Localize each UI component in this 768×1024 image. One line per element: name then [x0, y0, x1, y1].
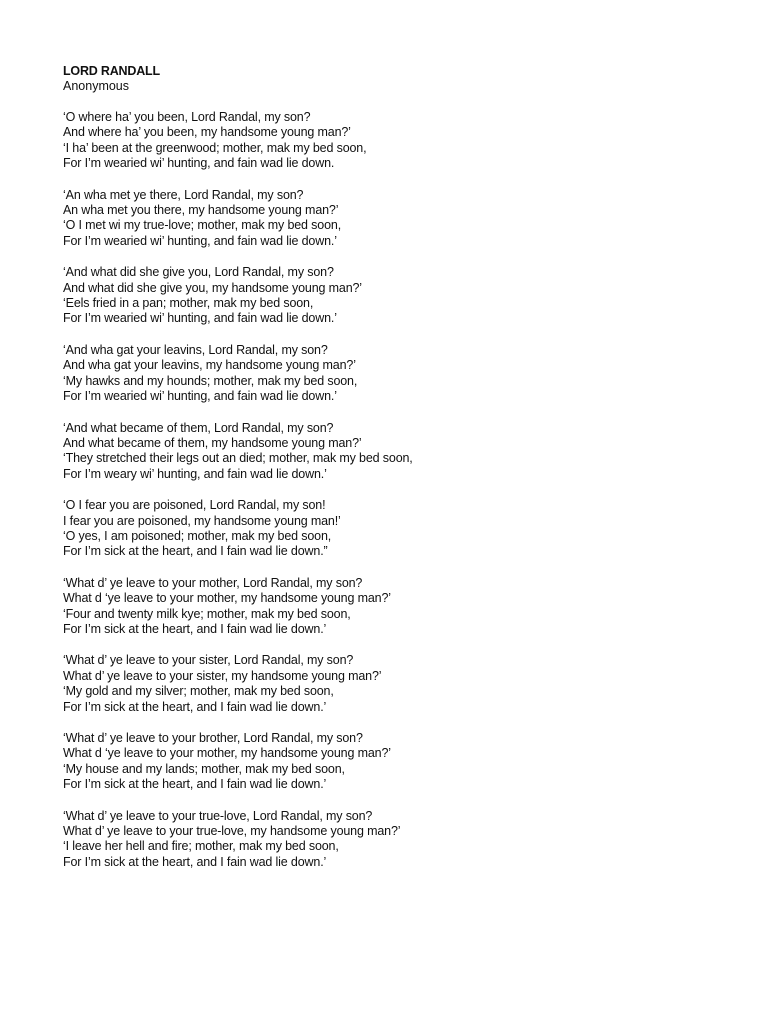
- poem-line: ‘O I met wi my true-love; mother, mak my bed soon,: [63, 218, 342, 233]
- poem-line: What d ‘ye leave to your mother, my handsome young man?’: [63, 591, 391, 606]
- stanza-3: [63, 265, 723, 327]
- poem-line: ‘O I fear you are poisoned, Lord Randal, my son!: [63, 498, 326, 513]
- poem-line: ‘What d’ ye leave to your brother, Lord Randal, my son?: [63, 731, 363, 745]
- poem-line: ‘They stretched their legs out an died; mother, mak my bed soon,: [63, 451, 413, 466]
- poem-line: ‘Eels fried in a pan; mother, mak my bed soon,: [63, 296, 314, 311]
- stanza-10: [63, 809, 723, 871]
- stanza-6: [63, 498, 723, 560]
- poem-line: What d ‘ye leave to your mother, my handsome young man?’: [63, 746, 391, 761]
- poem-line: ‘What d’ ye leave to your true-love, Lord Randal, my son?: [63, 808, 373, 823]
- poem-line: ‘My hawks and my hounds; mother, mak my bed soon,: [63, 373, 358, 388]
- stanza-1: [63, 110, 723, 172]
- poem-line: What d’ ye leave to your sister, my handsome young man?’: [63, 668, 382, 683]
- poem-line: For I’m sick at the heart, and I fain wad lie down.’: [63, 854, 327, 869]
- poem-line: ‘My gold and my silver; mother, mak my bed soon,: [63, 684, 334, 699]
- poem-line: I fear you are poisoned, my handsome young man!’: [63, 513, 341, 528]
- stanza-4: [63, 343, 723, 405]
- poem-line: For I’m sick at the heart, and I fain wad lie down.’: [63, 621, 327, 636]
- stanza-8: [63, 653, 723, 715]
- poem-line: ‘And what did she give you, Lord Randal, my son?: [63, 265, 334, 280]
- poem-line: ‘O yes, I am poisoned; mother, mak my bed soon,: [63, 528, 332, 543]
- poem-line: For I’m wearied wi’ hunting, and fain wad lie down.: [63, 156, 335, 171]
- poem-line: For I’m sick at the heart, and I fain wad lie down.’: [63, 777, 327, 792]
- poem-line: ‘O where ha’ you been, Lord Randal, my son?: [63, 110, 311, 124]
- poem-line: For I’m sick at the heart, and I fain wad lie down.’: [63, 699, 327, 714]
- poem-line: For I’m weary wi’ hunting, and fain wad lie down.’: [63, 466, 327, 481]
- poem-line: ‘What d’ ye leave to your mother, Lord Randal, my son?: [63, 575, 363, 590]
- poem-line: And wha gat your leavins, my handsome young man?’: [63, 358, 356, 373]
- stanza-2: [63, 188, 723, 250]
- stanza-9: [63, 731, 723, 793]
- poem-line: ‘What d’ ye leave to your sister, Lord Randal, my son?: [63, 653, 354, 668]
- poem-line: For I’m wearied wi’ hunting, and fain wad lie down.’: [63, 311, 337, 326]
- poem-line: ‘An wha met ye there, Lord Randal, my son?: [63, 187, 304, 202]
- poem-line: ‘I leave her hell and fire; mother, mak my bed soon,: [63, 839, 339, 854]
- poem-line: For I’m wearied wi’ hunting, and fain wad lie down.’: [63, 389, 337, 404]
- poem-line: And what did she give you, my handsome young man?’: [63, 280, 362, 295]
- poem-line: ‘And what became of them, Lord Randal, my son?: [63, 420, 334, 435]
- poem-author: Anonymous: [63, 79, 130, 93]
- poem-line: And where ha’ you been, my handsome young man?’: [63, 125, 351, 140]
- poem-line: For I’m wearied wi’ hunting, and fain wad lie down.’: [63, 233, 337, 248]
- document-page: [63, 64, 723, 886]
- poem-line: And what became of them, my handsome young man?’: [63, 435, 362, 450]
- poem-line: ‘Four and twenty milk kye; mother, mak my bed soon,: [63, 606, 351, 621]
- poem-line: For I’m sick at the heart, and I fain wad lie down.”: [63, 544, 328, 559]
- stanza-7: [63, 576, 723, 638]
- poem-line: ‘And wha gat your leavins, Lord Randal, my son?: [63, 342, 328, 357]
- poem-line: ‘I ha’ been at the greenwood; mother, mak my bed soon,: [63, 140, 367, 155]
- poem-title: LORD RANDALL: [63, 64, 160, 78]
- stanza-5: [63, 421, 723, 483]
- poem-line: What d’ ye leave to your true-love, my handsome young man?’: [63, 824, 401, 839]
- poem-line: An wha met you there, my handsome young man?’: [63, 203, 339, 218]
- poem-line: ‘My house and my lands; mother, mak my bed soon,: [63, 761, 345, 776]
